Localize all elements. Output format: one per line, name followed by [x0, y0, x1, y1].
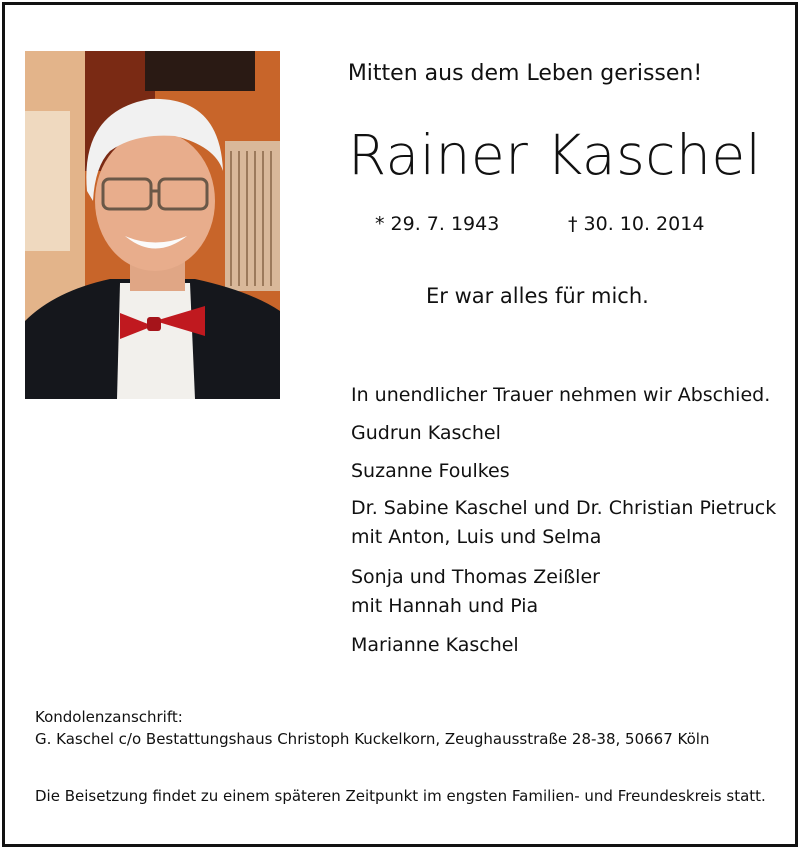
burial-note: Die Beisetzung findet zu einem späteren Zeitpunkt im engsten Familien- und Freundeskreis statt. [35, 787, 766, 805]
mourner-line: Sonja und Thomas Zeißler [351, 566, 600, 588]
portrait-photo [25, 51, 280, 399]
mourner-line: mit Hannah und Pia [351, 595, 539, 617]
birth-date: * 29. 7. 1943 [375, 213, 500, 235]
mourner-line: mit Anton, Luis und Selma [351, 526, 602, 548]
condolence-label: Kondolenzanschrift: [35, 708, 183, 726]
notice-subtitle: Er war alles für mich. [426, 284, 649, 308]
mourner-line: Marianne Kaschel [351, 634, 519, 656]
mourner-line: Suzanne Foulkes [351, 460, 510, 482]
death-date: † 30. 10. 2014 [568, 213, 705, 235]
mourner-line: Dr. Sabine Kaschel und Dr. Christian Pietruck [351, 497, 777, 519]
notice-motto: Mitten aus dem Leben gerissen! [347, 61, 703, 86]
mourner-line: Gudrun Kaschel [351, 422, 501, 444]
notice-frame [2, 2, 798, 847]
portrait-image [25, 51, 280, 399]
deceased-name: Rainer Kaschel [348, 123, 762, 187]
mourners-intro: In unendlicher Trauer nehmen wir Abschied. [351, 384, 771, 406]
condolence-address: G. Kaschel c/o Bestattungshaus Christoph Kuckelkorn, Zeughausstraße 28-38, 50667 Köln [35, 730, 710, 748]
